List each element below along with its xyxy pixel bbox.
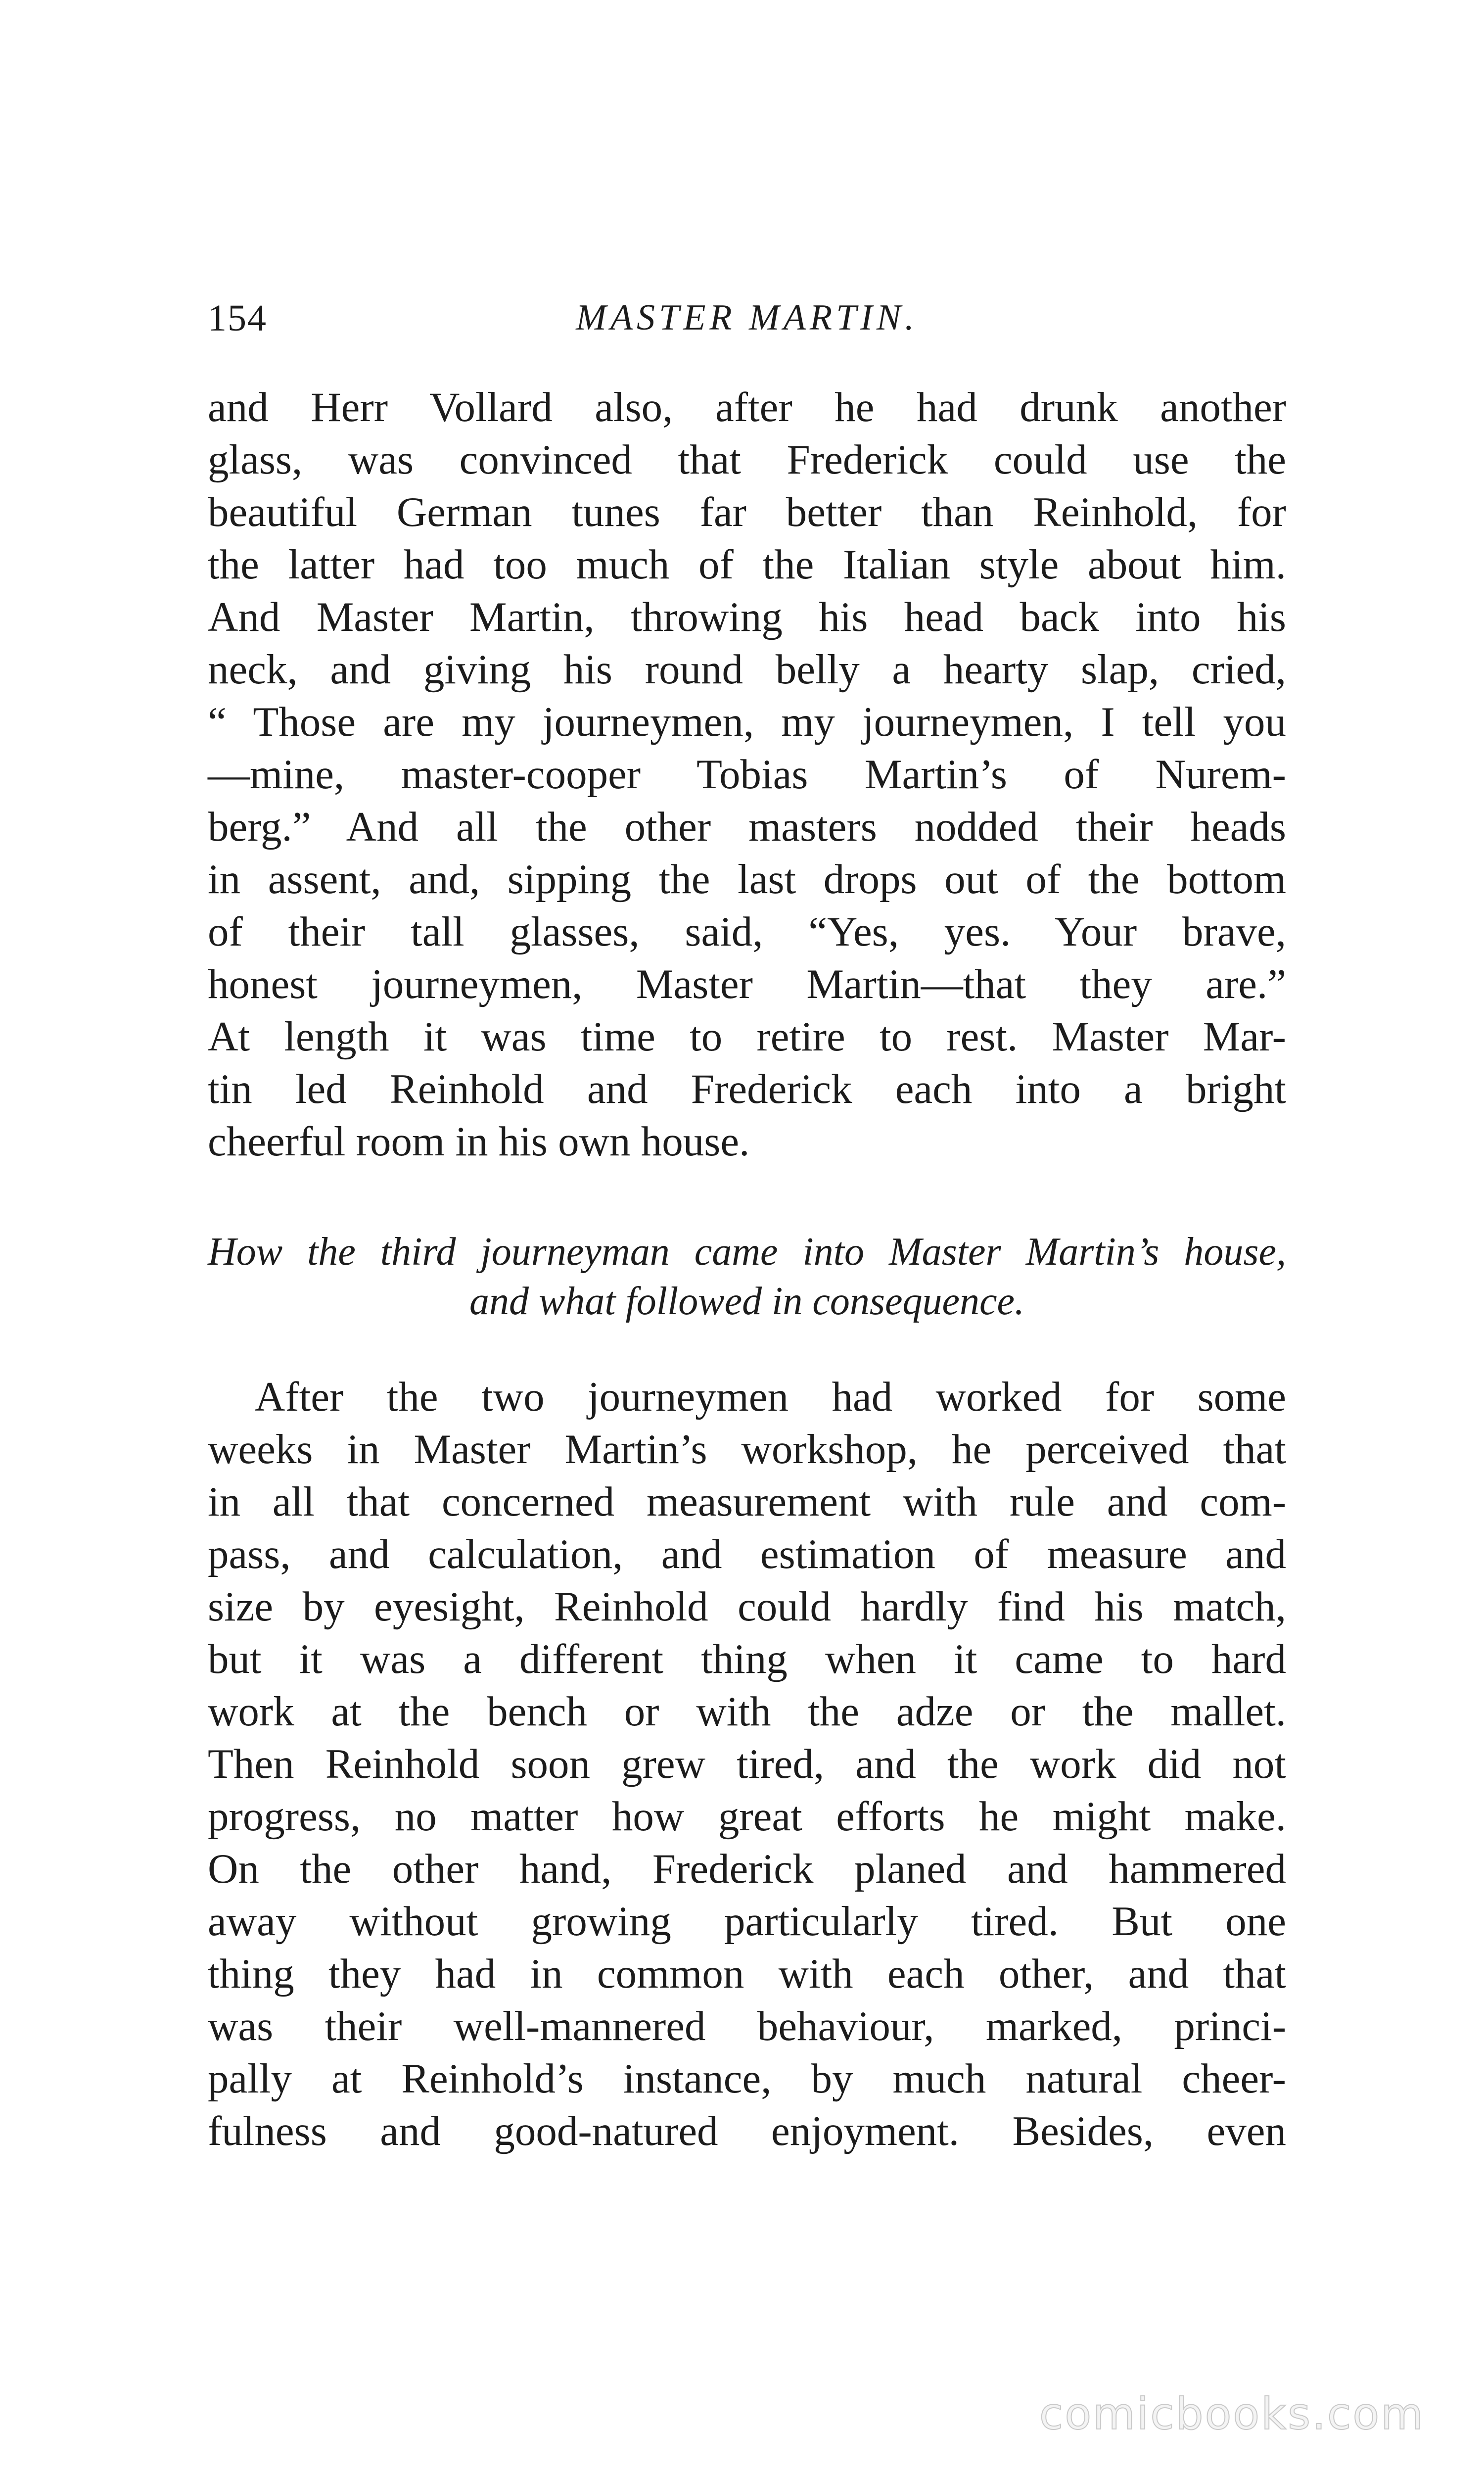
- page-number: 154: [208, 297, 267, 339]
- text-line: weeks in Master Martin’s workshop, he perceived that: [208, 1426, 1286, 1473]
- text-line: the latter had too much of the Italian style about him.: [208, 541, 1286, 588]
- paragraph: [208, 1371, 1286, 2157]
- text-line: in assent, and, sipping the last drops out of the bottom: [208, 856, 1286, 903]
- text-line: of their tall glasses, said, “Yes, yes. Your brave,: [208, 908, 1286, 955]
- text-line: pass, and calculation, and estimation of measure and: [208, 1531, 1286, 1577]
- running-title: MASTER MARTIN.: [576, 297, 918, 338]
- text-line: fulness and good-natured enjoyment. Besides, even: [208, 2108, 1286, 2154]
- watermark: comicbooks.com: [1039, 2388, 1425, 2439]
- text-line: At length it was time to retire to rest. Master Mar-: [208, 1013, 1286, 1060]
- text-line: Then Reinhold soon grew tired, and the work did not: [208, 1741, 1286, 1787]
- text-line: work at the bench or with the adze or the mallet.: [208, 1688, 1286, 1735]
- text-line: in all that concerned measurement with rule and com-: [208, 1478, 1286, 1525]
- text-line: away without growing particularly tired. But one: [208, 1898, 1286, 1945]
- text-line: And Master Martin, throwing his head back into his: [208, 594, 1286, 640]
- text-line: progress, no matter how great efforts he might make.: [208, 1793, 1286, 1840]
- text-line: On the other hand, Frederick planed and hammered: [208, 1846, 1286, 1892]
- text-line: neck, and giving his round belly a hearty slap, cried,: [208, 646, 1286, 693]
- text-line: thing they had in common with each other, and that: [208, 1951, 1286, 1997]
- text-line: berg.” And all the other masters nodded their heads: [208, 804, 1286, 850]
- text-line: “ Those are my journeymen, my journeymen, I tell you: [208, 699, 1286, 745]
- chapter-heading: [208, 1227, 1286, 1326]
- text-line: size by eyesight, Reinhold could hardly find his match,: [208, 1583, 1286, 1630]
- text-line: pally at Reinhold’s instance, by much natural cheer-: [208, 2055, 1286, 2102]
- text-line: glass, was convinced that Frederick could use the: [208, 436, 1286, 483]
- running-head: [208, 297, 1286, 351]
- text-line: After the two journeymen had worked for some: [255, 1374, 1286, 1420]
- text-line: —mine, master-cooper Tobias Martin’s of Nurem-: [208, 751, 1286, 798]
- text-line: was their well-mannered behaviour, marked, princi-: [208, 2003, 1286, 2049]
- chapter-heading-line: How the third journeyman came into Master Martin’s house,: [208, 1230, 1286, 1274]
- chapter-heading-line: and what followed in consequence.: [469, 1280, 1025, 1323]
- paragraph-continued: [208, 381, 1286, 1168]
- text-line: but it was a different thing when it came to hard: [208, 1636, 1286, 1682]
- text-line: beautiful German tunes far better than Reinhold, for: [208, 489, 1286, 535]
- text-line: and Herr Vollard also, after he had drunk another: [208, 384, 1286, 430]
- text-line: honest journeymen, Master Martin—that they are.”: [208, 961, 1286, 1007]
- text-line: tin led Reinhold and Frederick each into a bright: [208, 1066, 1286, 1112]
- text-line: cheerful room in his own house.: [208, 1118, 750, 1165]
